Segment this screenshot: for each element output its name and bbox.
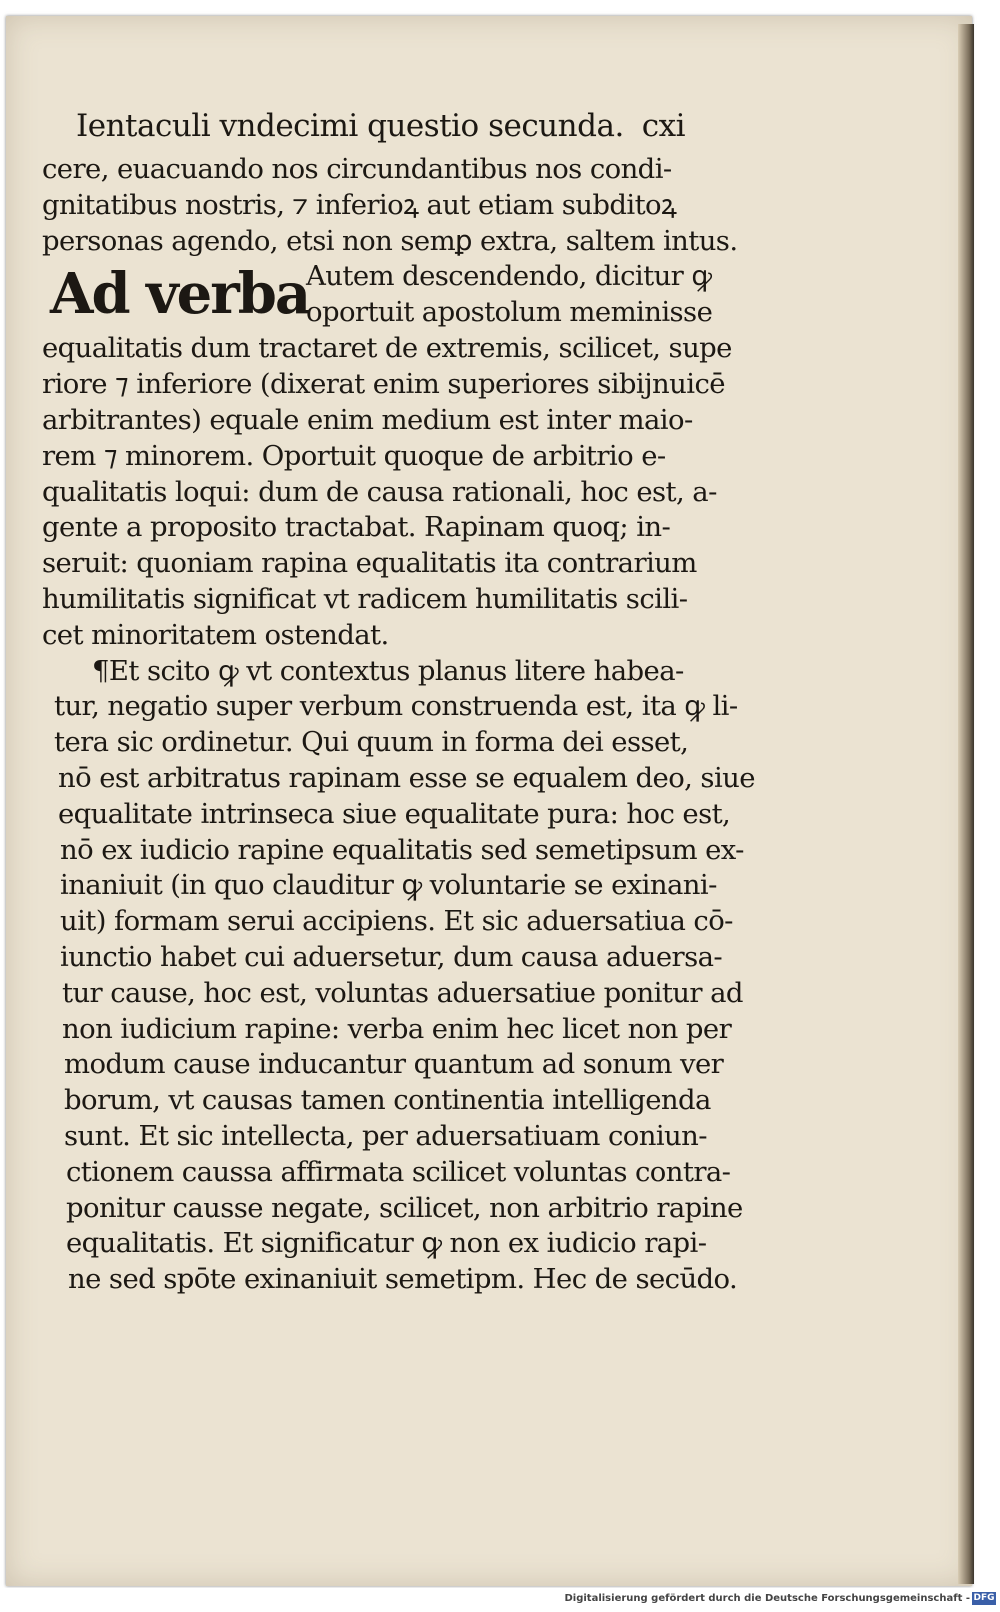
text-line: tur, negatio super verbum construenda est, ita ꝙ li- <box>54 690 738 723</box>
text-line: equalitatis. Et significatur ꝙ non ex iudicio rapi- <box>66 1227 707 1260</box>
text-line: tur cause, hoc est, voluntas aduersatiue ponitur ad <box>62 976 743 1009</box>
decorated-initial: Ad verba <box>50 261 310 328</box>
text-line: cere, euacuando nos circundantibus nos condi- <box>42 153 672 185</box>
text-line: nō est arbitratus rapinam esse se equalem deo, siue <box>58 761 755 794</box>
text-line: non iudicium rapine: verba enim hec licet non per <box>62 1012 732 1045</box>
text-line: Autem descendendo, dicitur ꝙ <box>306 260 712 293</box>
text-line: gnitatibus nostris, ⁊ inferioꝝ aut etiam subditoꝝ <box>42 188 677 221</box>
text-line: modum cause inducantur quantum ad sonum ver <box>64 1048 724 1081</box>
text-line: riore ⁊ inferiore (dixerat enim superiores sibijnuicē <box>42 368 725 401</box>
text-line: sunt. Et sic intellecta, per aduersatiuam coniun- <box>64 1119 707 1152</box>
running-title: Ientaculi vndecimi questio secunda. <box>76 108 624 144</box>
text-line: gente a proposito tractabat. Rapinam quoq; in- <box>42 511 671 544</box>
text-line: qualitatis loqui: dum de causa rationali, hoc est, a- <box>42 475 717 508</box>
text-line: equalitatis dum tractaret de extremis, scilicet, supe <box>42 332 732 365</box>
text-line: equalitate intrinseca siue equalitate pura: hoc est, <box>58 797 731 830</box>
running-head <box>76 100 762 152</box>
drop-cap-lines <box>306 259 712 331</box>
text-line: nō ex iudicio rapine equalitatis sed semetipsum ex- <box>60 833 744 866</box>
folio-number: cxi <box>641 108 686 144</box>
text-line: cet minoritatem ostendat. <box>42 618 389 651</box>
drop-cap-block <box>42 259 762 331</box>
text-line: humilitatis significat vt radicem humilitatis scili- <box>42 582 688 615</box>
page-text <box>42 100 762 1298</box>
dfg-logo: DFG <box>973 1593 995 1603</box>
text-line: arbitrantes) equale enim medium est inter maio- <box>42 403 693 436</box>
text-line: inaniuit (in quo clauditur ꝙ voluntarie se exinani- <box>60 869 717 902</box>
page-edge-shadow <box>958 24 974 1584</box>
text-line: uit) formam serui accipiens. Et sic aduersatiua cō- <box>60 905 733 938</box>
digitization-credit: Digitalisierung gefördert durch die Deutsche Forschungsgemeinschaft - <box>564 1593 970 1604</box>
text-line: ponitur causse negate, scilicet, non arbitrio rapine <box>66 1191 743 1224</box>
text-line: tera sic ordinetur. Qui quum in forma dei esset, <box>54 726 689 759</box>
text-line: oportuit apostolum meminisse <box>306 296 713 329</box>
text-line: ne sed spōte exinaniuit semetipm. Hec de secūdo. <box>68 1263 738 1296</box>
text-line: personas agendo, etsi non semꝑ extra, saltem intus. <box>42 224 738 257</box>
text-line: iunctio habet cui aduersetur, dum causa aduersa- <box>60 940 723 973</box>
paragraph-start-line: ¶Et scito ꝙ vt contextus planus litere habea- <box>92 654 684 687</box>
text-line: rem ⁊ minorem. Oportuit quoque de arbitrio e- <box>42 439 666 472</box>
text-line: seruit: quoniam rapina equalitatis ita contrarium <box>42 547 697 580</box>
text-line: ctionem caussa affirmata scilicet voluntas contra- <box>66 1155 731 1188</box>
text-line: borum, vt causas tamen continentia intelligenda <box>64 1084 711 1117</box>
